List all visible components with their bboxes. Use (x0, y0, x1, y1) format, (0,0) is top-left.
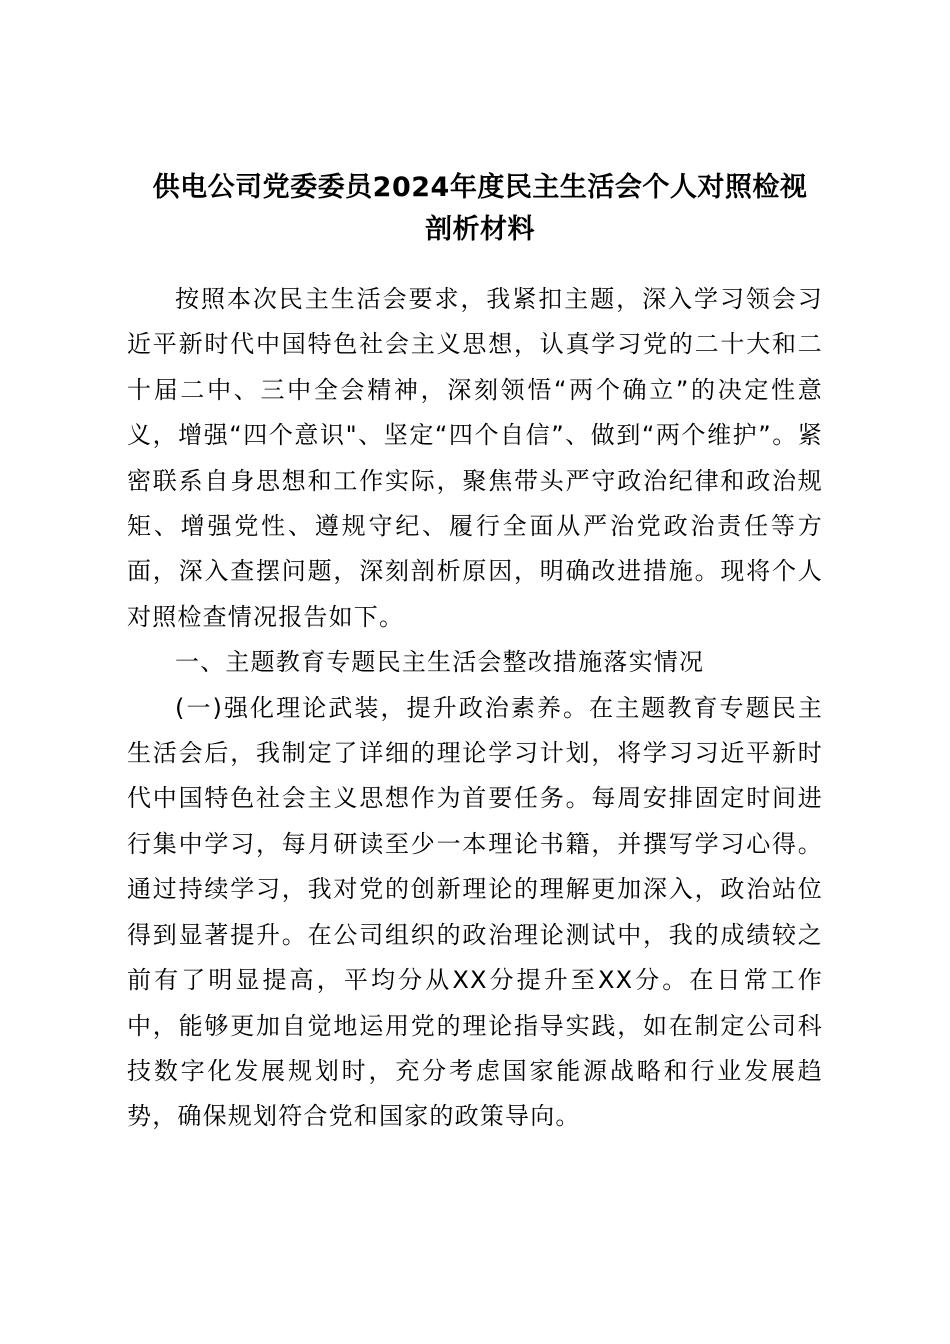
document-body (127, 277, 823, 1140)
document-title-line-1: 供电公司党委委员2024年度民主生活会个人对照检视 (152, 172, 808, 203)
document-title-line-2: 剖析材料 (425, 214, 535, 245)
intro-paragraph: 按照本次民主生活会要求，我紧扣主题，深入学习领会习近平新时代中国特色社会主义思想，认真学习党的二十大和二十届二中、三中全会精神，深刻领悟“两个确立”的决定性意义，增强“四个意识"、坚定“四个自信”、做到“两个维护”。紧密联系自身思想和工作实际，聚焦带头严守政治纪律和政治规矩、增强党性、遵规守纪、履行全面从严治党政治责任等方面，深入查摆问题，深刻剖析原因，明确改进措施。现将个人对照检查情况报告如下。 (127, 285, 823, 631)
subsection-paragraph: (一)强化理论武装，提升政治素养。在主题教育专题民主生活会后，我制定了详细的理论学习计划，将学习习近平新时代中国特色社会主义思想作为首要任务。每周安排固定时间进行集中学习，每月研读至少一本理论书籍，并撰写学习心得。通过持续学习，我对党的创新理论的理解更加深入，政治站位得到显著提升。在公司组织的政治理论测试中，我的成绩较之前有了明显提高，平均分从XX分提升至XX分。在日常工作中，能够更加自觉地运用党的理论指导实践，如在制定公司科技数字化发展规划时，充分考虑国家能源战略和行业发展趋势，确保规划符合党和国家的政策导向。 (127, 693, 823, 1131)
section-heading: 一、主题教育专题民主生活会整改措施落实情况 (175, 648, 705, 677)
